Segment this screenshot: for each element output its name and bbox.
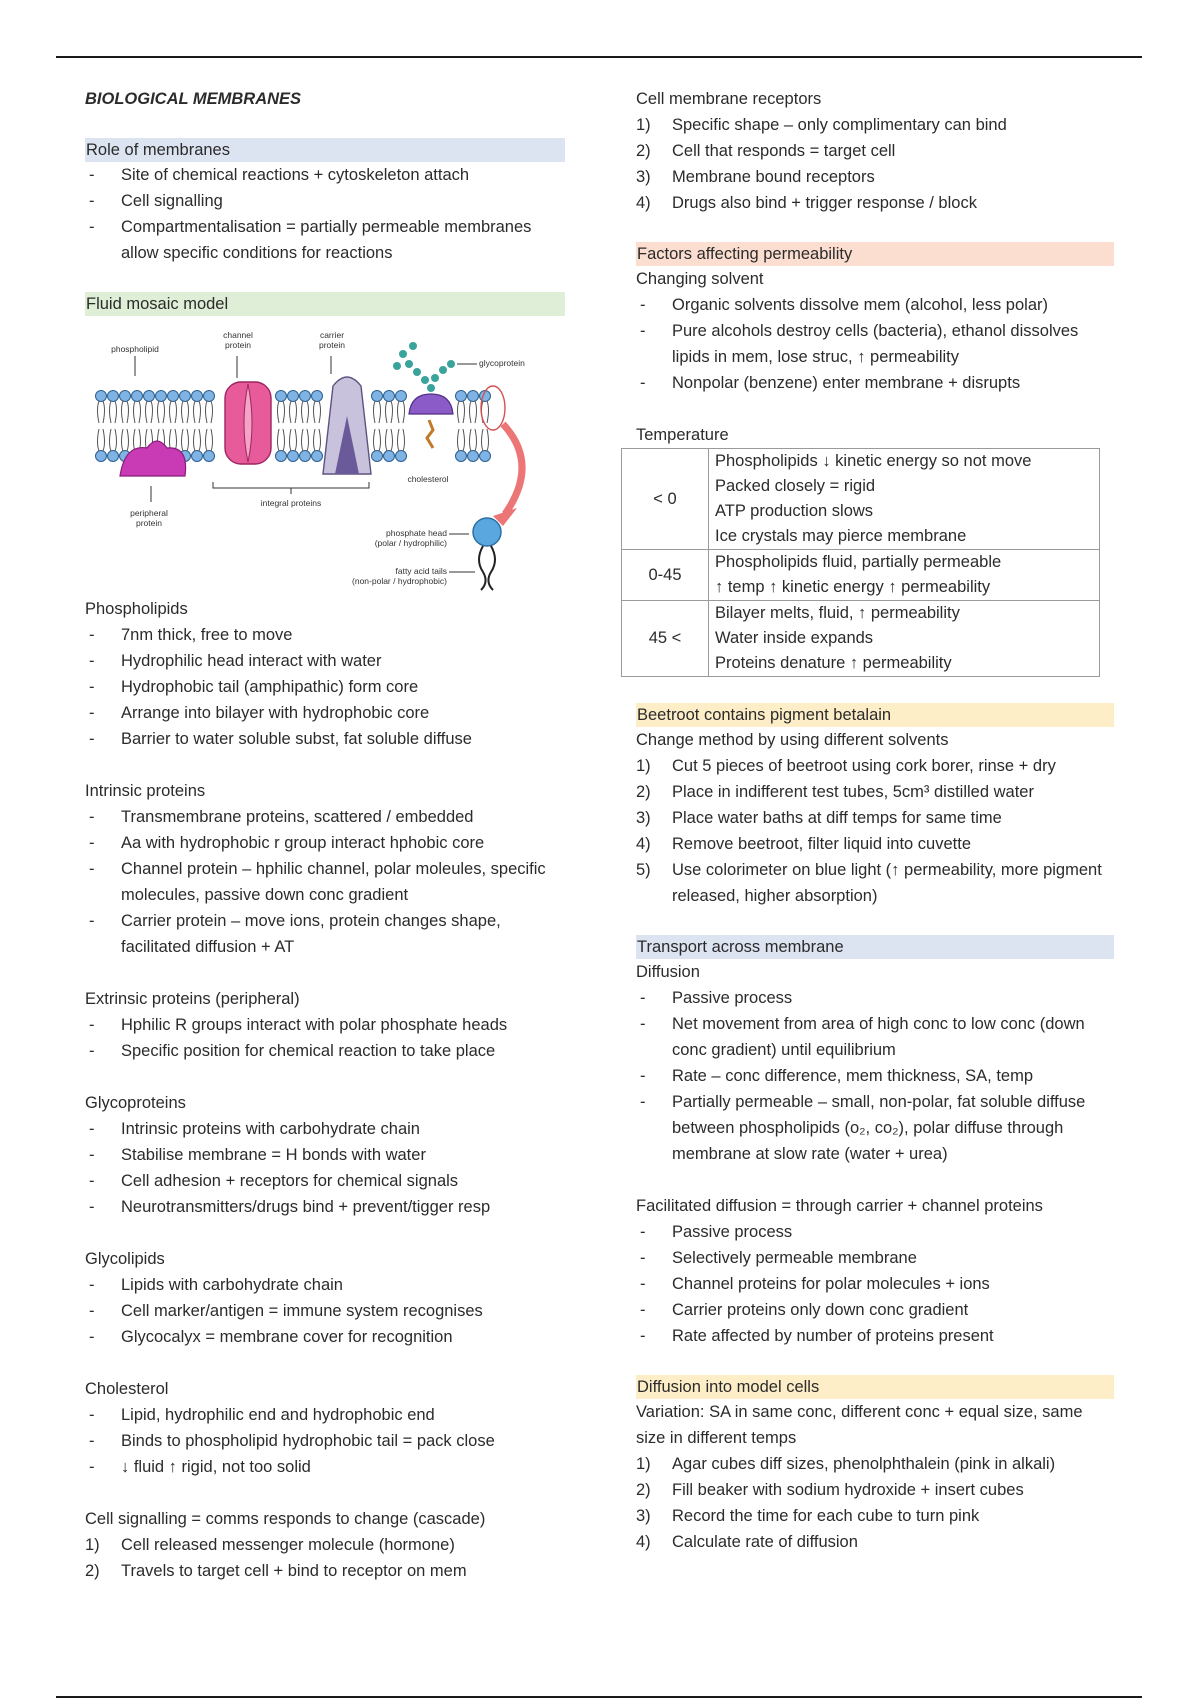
permeability-heading: Factors affecting permeability: [636, 242, 1114, 266]
cholesterol-molecule: [427, 420, 433, 448]
list-item: 3) Record the time for each cube to turn pink: [636, 1507, 980, 1525]
list-item: - Lipid, hydrophilic end and hydrophobic end: [85, 1402, 565, 1428]
diffusion-list: [636, 985, 1114, 1167]
glycoproteins-list: [85, 1116, 565, 1220]
table-cell: Bilayer melts, fluid, ↑ permeability Water inside expands Proteins denature ↑ permeability: [709, 601, 1100, 677]
phospholipid-label: phospholipid: [111, 344, 159, 354]
table-cell: 0-45: [622, 550, 709, 601]
phospholipid-head: [312, 451, 323, 462]
cell-signalling-list: [85, 1532, 565, 1584]
phospholipid-head: [384, 451, 395, 462]
fatty-acid-tail: [458, 429, 465, 451]
list-item: - Neurotransmitters/drugs bind + prevent/tigger resp: [85, 1194, 565, 1220]
table-row: [622, 449, 1100, 550]
list-item: - Passive process: [636, 985, 1114, 1011]
phospholipid-head: [480, 451, 491, 462]
phospholipid-head: [276, 391, 287, 402]
phospholipid-head: [396, 391, 407, 402]
list-item: - Hydrophilic head interact with water: [85, 648, 565, 674]
list-item: - Arrange into bilayer with hydrophobic core: [85, 700, 565, 726]
beetroot-intro: Change method by using different solvents: [636, 731, 949, 749]
bottom-rule: [56, 1696, 1142, 1698]
list-item: 4) Remove beetroot, filter liquid into cuvette: [636, 835, 971, 853]
list-item: - Passive process: [636, 1219, 1114, 1245]
list-item: 3) Place water baths at diff temps for same time: [636, 809, 1002, 827]
fatty-acid-tail: [110, 429, 117, 451]
phospholipid-head: [372, 451, 383, 462]
fatty-acid-tail: [374, 401, 381, 423]
list-item: - Cell signalling: [85, 188, 565, 214]
carbohydrate-chain: [393, 342, 455, 392]
table-cell: < 0: [622, 449, 709, 550]
receptors-heading: Cell membrane receptors: [636, 90, 822, 108]
fatty-acid-tail: [134, 401, 141, 423]
fatty-acid-tail: [98, 429, 105, 451]
extrinsic-heading: Extrinsic proteins (peripheral): [85, 990, 300, 1008]
fatty-acid-tail: [182, 401, 189, 423]
list-item: - Channel proteins for polar molecules + ions: [636, 1271, 1114, 1297]
fatty-acid-tail: [386, 429, 393, 451]
fatty-acid-tail: [278, 429, 285, 451]
fatty-acid-tail: [278, 401, 285, 423]
list-item: - Pure alcohols destroy cells (bacteria), ethanol dissolves lipids in mem, lose struc, ↑ permeability: [636, 318, 1114, 370]
glycolipids-list: [85, 1272, 565, 1350]
facilitated-list: [636, 1219, 1114, 1349]
cholesterol-heading: Cholesterol: [85, 1380, 169, 1398]
fatty-acid-tail: [398, 401, 405, 423]
phospholipid-head: [456, 451, 467, 462]
model-cells-intro: Variation: SA in same conc, different conc + equal size, same size in different temps: [636, 1403, 1083, 1447]
list-item: - Rate – conc difference, mem thickness, SA, temp: [636, 1063, 1114, 1089]
integral-proteins-label: integral proteins: [260, 498, 322, 508]
list-item: - Site of chemical reactions + cytoskeleton attach: [85, 162, 565, 188]
fatty-acid-tail: [158, 401, 165, 423]
list-item: - Rate affected by number of proteins present: [636, 1323, 1114, 1349]
list-item: 2) Place in indifferent test tubes, 5cm³ distilled water: [636, 783, 1034, 801]
glycoproteins-heading: Glycoproteins: [85, 1094, 186, 1112]
intrinsic-heading: Intrinsic proteins: [85, 782, 206, 800]
temperature-table: [621, 448, 1100, 677]
phospholipid-head: [204, 451, 215, 462]
glycoprotein-label: glycoprotein: [479, 358, 525, 368]
list-item: - Specific position for chemical reaction to take place: [85, 1038, 565, 1064]
cholesterol-label: cholesterol: [407, 474, 449, 484]
list-item: - 7nm thick, free to move: [85, 622, 565, 648]
phospholipid-head-icon: [473, 518, 501, 546]
fatty-acid-tail: [314, 401, 321, 423]
phospholipid-head: [300, 391, 311, 402]
page-title: BIOLOGICAL MEMBRANES: [85, 90, 302, 108]
phospholipid-head: [456, 391, 467, 402]
fatty-acid-tail: [182, 429, 189, 451]
fatty-acid-tail: [110, 401, 117, 423]
phosphate-head-label: phosphate head (polar / hydrophilic): [374, 528, 447, 548]
fatty-acid-tail: [170, 401, 177, 423]
list-item: - ↓ fluid ↑ rigid, not too solid: [85, 1454, 565, 1480]
phospholipid-head: [108, 451, 119, 462]
list-item: - Lipids with carbohydrate chain: [85, 1272, 565, 1298]
phospholipid-head: [120, 391, 131, 402]
receptors-list: [636, 112, 1114, 216]
list-item: - Intrinsic proteins with carbohydrate chain: [85, 1116, 565, 1142]
phospholipid-head: [192, 451, 203, 462]
diffusion-heading: Diffusion: [636, 963, 700, 981]
list-item: - Glycocalyx = membrane cover for recognition: [85, 1324, 565, 1350]
list-item: - Cell adhesion + receptors for chemical signals: [85, 1168, 565, 1194]
top-rule: [56, 56, 1142, 58]
peripheral-protein-label: peripheral protein: [130, 508, 168, 528]
phospholipid-head: [396, 451, 407, 462]
phospholipid-head: [288, 391, 299, 402]
fatty-acid-tail: [206, 401, 213, 423]
fatty-acid-tail: [458, 401, 465, 423]
list-item: - Compartmentalisation = partially permeable membranes allow specific conditions for reactions: [85, 214, 565, 266]
list-item: - Cell marker/antigen = immune system recognises: [85, 1298, 565, 1324]
list-item: - Stabilise membrane = H bonds with water: [85, 1142, 565, 1168]
phospholipid-head: [312, 391, 323, 402]
fatty-acid-tail: [302, 429, 309, 451]
temperature-heading: Temperature: [636, 426, 729, 444]
cell-signalling-heading: Cell signalling = comms responds to change (cascade): [85, 1510, 486, 1528]
list-item: - Partially permeable – small, non-polar, fat soluble diffuse between phospholipids (o₂, co₂), polar diffuse through membrane at slow rate (water + urea): [636, 1089, 1114, 1167]
phospholipids-heading: Phospholipids: [85, 600, 188, 618]
list-item: - Transmembrane proteins, scattered / embedded: [85, 804, 565, 830]
transport-heading: Transport across membrane: [636, 935, 1114, 959]
intrinsic-list: [85, 804, 565, 960]
phospholipid-head: [372, 391, 383, 402]
list-item: - Hydrophobic tail (amphipathic) form core: [85, 674, 565, 700]
solvent-list: [636, 292, 1114, 396]
table-cell: Phospholipids fluid, partially permeable ↑ temp ↑ kinetic energy ↑ permeability: [709, 550, 1100, 601]
phospholipid-head: [108, 391, 119, 402]
fatty-acid-tail: [470, 429, 477, 451]
carrier-protein-label: carrier protein: [319, 330, 345, 350]
phospholipids-list: [85, 622, 565, 752]
phospholipid-head: [384, 391, 395, 402]
phospholipid-head: [192, 391, 203, 402]
phospholipid-head: [144, 391, 155, 402]
list-item: 1) Cut 5 pieces of beetroot using cork borer, rinse + dry: [636, 757, 1056, 775]
phospholipid-head: [96, 451, 107, 462]
phospholipid-head: [276, 451, 287, 462]
phospholipid-head: [132, 391, 143, 402]
list-item: 4) Drugs also bind + trigger response / block: [636, 194, 977, 212]
list-item: 5) Use colorimeter on blue light (↑ permeability, more pigment released, higher absorption): [636, 861, 1102, 905]
phospholipid-head: [168, 391, 179, 402]
model-cells-steps: [636, 1451, 1114, 1555]
fatty-acid-tail: [194, 401, 201, 423]
fatty-acid-tail: [482, 429, 489, 451]
list-item: - Aa with hydrophobic r group interact hphobic core: [85, 830, 565, 856]
fatty-acid-tail: [206, 429, 213, 451]
list-item: - Carrier proteins only down conc gradient: [636, 1297, 1114, 1323]
phospholipid-head: [468, 391, 479, 402]
list-item: - Selectively permeable membrane: [636, 1245, 1114, 1271]
fatty-acid-tail: [98, 401, 105, 423]
fluid-mosaic-diagram: [85, 324, 565, 596]
solvent-heading: Changing solvent: [636, 270, 764, 288]
fatty-acid-tail: [122, 429, 129, 451]
phospholipid-head: [180, 391, 191, 402]
phospholipid-head: [204, 391, 215, 402]
list-item: 3) Membrane bound receptors: [636, 168, 875, 186]
fluid-mosaic-heading: Fluid mosaic model: [85, 292, 565, 316]
list-item: - Hphilic R groups interact with polar phosphate heads: [85, 1012, 565, 1038]
list-item: - Binds to phospholipid hydrophobic tail = pack close: [85, 1428, 565, 1454]
phospholipid-head: [156, 391, 167, 402]
table-cell: 45 <: [622, 601, 709, 677]
beetroot-heading: Beetroot contains pigment betalain: [636, 703, 1114, 727]
list-item: 4) Calculate rate of diffusion: [636, 1533, 858, 1551]
channel-protein-label: channel protein: [223, 330, 253, 350]
fatty-acid-tail: [398, 429, 405, 451]
phospholipid-head: [300, 451, 311, 462]
model-cells-heading: Diffusion into model cells: [636, 1375, 1114, 1399]
facilitated-heading: Facilitated diffusion = through carrier + channel proteins: [636, 1197, 1043, 1215]
fatty-acid-tail: [290, 401, 297, 423]
fatty-acid-tail: [470, 401, 477, 423]
extrinsic-list: [85, 1012, 565, 1064]
fatty-acid-tail: [302, 401, 309, 423]
list-item: 1) Specific shape – only complimentary can bind: [636, 116, 1007, 134]
fatty-acid-tail: [122, 401, 129, 423]
left-column: [85, 86, 565, 1584]
list-item: 1) Cell released messenger molecule (hormone): [85, 1536, 455, 1554]
list-item: - Carrier protein – move ions, protein changes shape, facilitated diffusion + AT: [85, 908, 565, 960]
role-list: [85, 162, 565, 266]
glycolipids-heading: Glycolipids: [85, 1250, 165, 1268]
fatty-acid-tail: [290, 429, 297, 451]
fatty-acid-tail: [194, 429, 201, 451]
phospholipid-head: [96, 391, 107, 402]
list-item: - Organic solvents dissolve mem (alcohol, less polar): [636, 292, 1114, 318]
role-heading: Role of membranes: [85, 138, 565, 162]
cholesterol-list: [85, 1402, 565, 1480]
table-row: [622, 550, 1100, 601]
table-row: [622, 601, 1100, 677]
fatty-acid-tail: [146, 401, 153, 423]
list-item: 2) Cell that responds = target cell: [636, 142, 896, 160]
fatty-acid-tail: [314, 429, 321, 451]
list-item: 2) Travels to target cell + bind to receptor on mem: [85, 1562, 467, 1580]
glycoprotein: [409, 394, 453, 414]
right-column: [636, 86, 1114, 1555]
list-item: - Nonpolar (benzene) enter membrane + disrupts: [636, 370, 1114, 396]
list-item: 2) Fill beaker with sodium hydroxide + insert cubes: [636, 1481, 1024, 1499]
phospholipid-head: [288, 451, 299, 462]
phospholipid-head: [468, 451, 479, 462]
list-item: - Barrier to water soluble subst, fat soluble diffuse: [85, 726, 565, 752]
list-item: - Channel protein – hphilic channel, polar moleules, specific molecules, passive down conc gradient: [85, 856, 565, 908]
list-item: 1) Agar cubes diff sizes, phenolphthalein (pink in alkali): [636, 1455, 1056, 1473]
beetroot-steps: [636, 753, 1114, 909]
list-item: - Net movement from area of high conc to low conc (down conc gradient) until equilibrium: [636, 1011, 1114, 1063]
table-cell: Phospholipids ↓ kinetic energy so not move Packed closely = rigid ATP production slows Ice crystals may pierce membrane: [709, 449, 1100, 550]
fatty-acid-tails-label: fatty acid tails (non-polar / hydrophobic): [352, 566, 447, 586]
fatty-acid-tail: [374, 429, 381, 451]
fatty-acid-tail: [386, 401, 393, 423]
